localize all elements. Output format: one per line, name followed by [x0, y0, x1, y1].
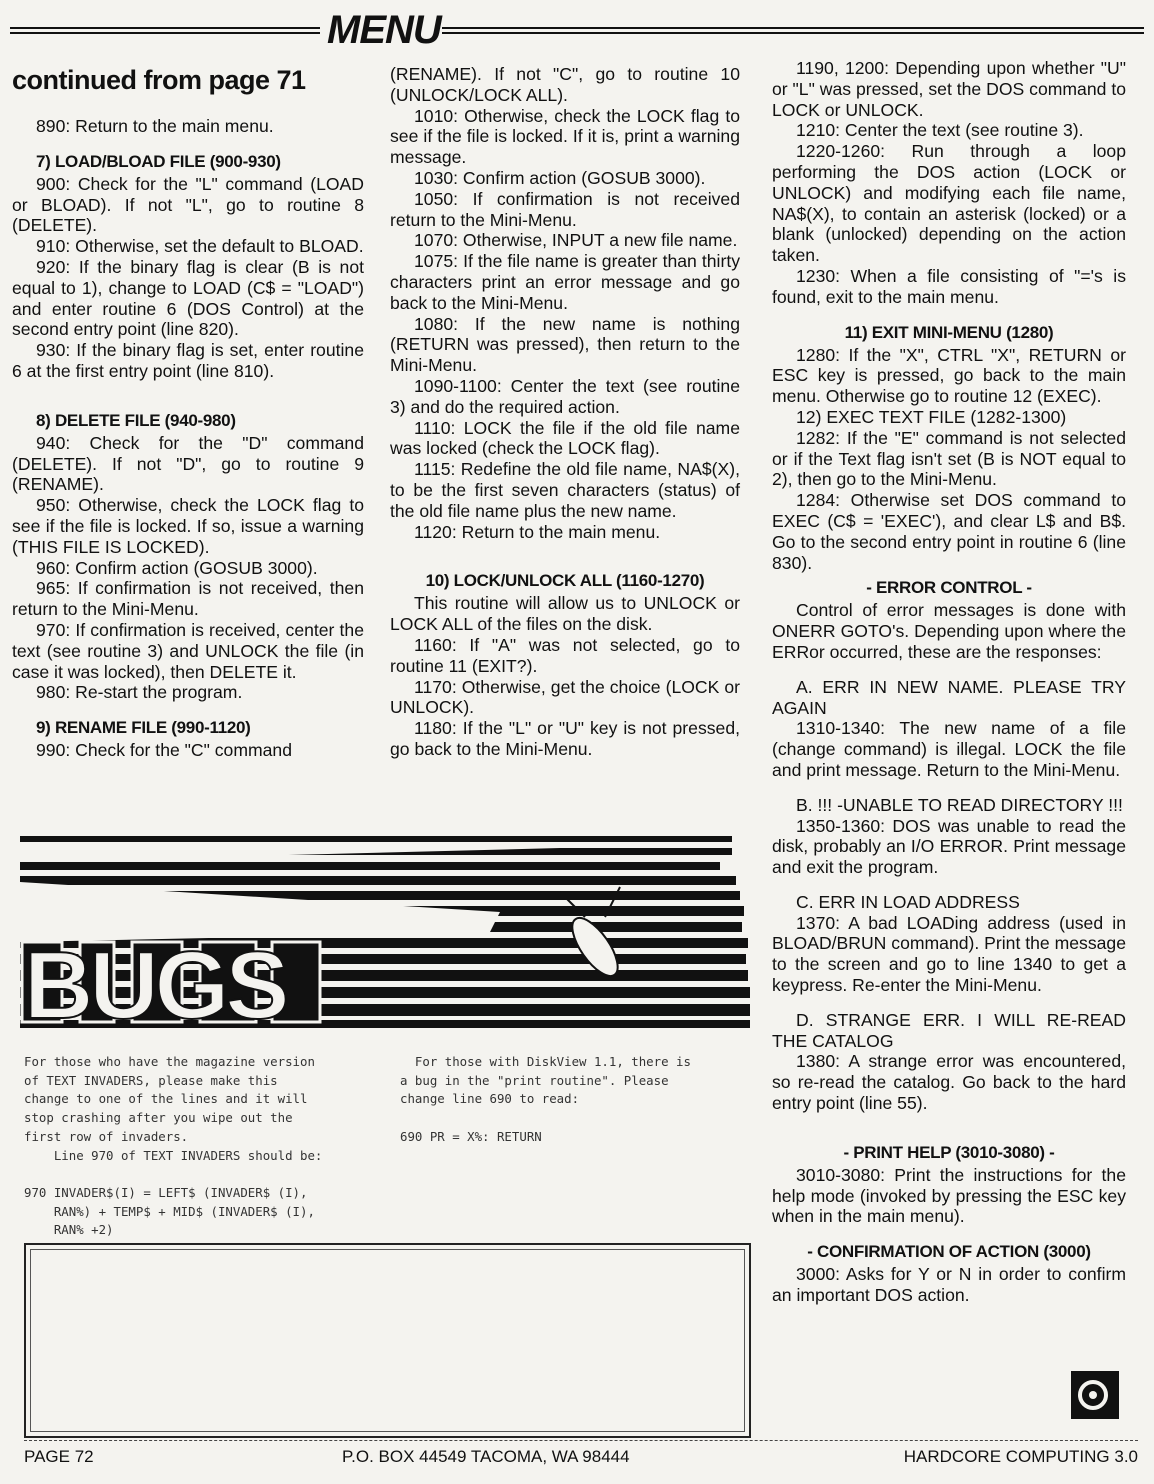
column-3 — [772, 58, 1126, 1306]
error-heading: D. STRANGE ERR. I WILL RE-READ THE CATALOG — [772, 1009, 1126, 1051]
bugs-note-diskview: For those with DiskView 1.1, there is a bug in the "print routine". Please change line 690 to read: 690 PR = X%: RETURN — [400, 1054, 691, 1144]
subsection-heading: 7) LOAD/BLOAD FILE (900-930) — [36, 151, 281, 171]
paragraph: 900: Check for the "L" command (LOAD or BLOAD). If not "L", go to routine 8 (DELETE). — [12, 173, 364, 236]
paragraph: 1010: Otherwise, check the LOCK flag to see if the file is locked. If it is, print a warning message. — [390, 105, 740, 168]
paragraph: 1230: When a file consisting of "='s is found, exit to the main menu. — [772, 265, 1126, 307]
paragraph: 1050: If confirmation is not received return to the Mini-Menu. — [390, 188, 740, 230]
subsection-heading: - CONFIRMATION OF ACTION (3000) — [807, 1242, 1091, 1262]
paragraph: 1280: If the "X", CTRL "X", RETURN or ESC key is pressed, go back to the main menu. Otherwise go to routine 12 (EXEC). — [772, 344, 1126, 407]
paragraph: 1115: Redefine the old file name, NA$(X), to be the first seven characters (status) of the old file name plus the new name. — [390, 459, 740, 521]
subsection-heading: - ERROR CONTROL - — [866, 578, 1032, 598]
paragraph: 3010-3080: Print the instructions for the help mode (invoked by pressing the ESC key when in the main menu). — [772, 1164, 1126, 1227]
column-2 — [390, 64, 740, 760]
paragraph: 930: If the binary flag is set, enter routine 6 at the first entry point (line 810). — [12, 340, 364, 381]
paragraph: 980: Re-start the program. — [36, 682, 243, 703]
page-number: PAGE 72 — [24, 1447, 94, 1466]
error-heading: C. ERR IN LOAD ADDRESS — [796, 891, 1020, 912]
end-mark-logo — [1071, 1371, 1119, 1419]
bugs-banner — [20, 832, 750, 1030]
subsection-heading: - PRINT HELP (3010-3080) - — [843, 1142, 1055, 1162]
paragraph: 1090-1100: Center the text (see routine 3) and do the required action. — [390, 375, 740, 417]
subsection-heading: 10) LOCK/UNLOCK ALL (1160-1270) — [425, 571, 705, 591]
blank-box — [24, 1243, 751, 1438]
paragraph: 1350-1360: DOS was unable to read the disk, probably an I/O ERROR. Print message and exit the program. — [772, 815, 1126, 878]
paragraph: (RENAME). If not "C", go to routine 10 (UNLOCK/LOCK ALL). — [390, 64, 740, 105]
paragraph: 1070: Otherwise, INPUT a new file name. — [414, 230, 738, 251]
header-rule-left — [10, 27, 320, 41]
paragraph: 960: Confirm action (GOSUB 3000). — [36, 557, 318, 578]
bugs-banner-art — [20, 832, 750, 1030]
paragraph: 12) EXEC TEXT FILE (1282-1300) — [796, 406, 1067, 427]
paragraph: 1282: If the "E" command is not selected or if the Text flag isn't set (B is NOT equal to 2), then go to the Mini-Menu. — [772, 427, 1126, 490]
header-rule-right — [442, 27, 1144, 41]
paragraph: 1190, 1200: Depending upon whether "U" or "L" was pressed, set the DOS command to LOCK or UNLOCK. — [772, 58, 1126, 120]
subsection-heading: 11) EXIT MINI-MENU (1280) — [844, 322, 1054, 342]
paragraph: 1120: Return to the main menu. — [414, 521, 661, 542]
footer-publication: HARDCORE COMPUTING 3.0 — [903, 1447, 1138, 1466]
page-footer — [24, 1440, 1138, 1469]
paragraph: 1110: LOCK the file if the old file name was locked (check the LOCK flag). — [390, 417, 740, 459]
error-heading: B. !!! -UNABLE TO READ DIRECTORY !!! — [796, 794, 1123, 815]
paragraph: 1170: Otherwise, get the choice (LOCK or UNLOCK). — [390, 676, 740, 718]
error-heading: A. ERR IN NEW NAME. PLEASE TRY AGAIN — [772, 676, 1126, 718]
paragraph: 3000: Asks for Y or N in order to confirm an important DOS action. — [772, 1264, 1126, 1306]
paragraph: 1160: If "A" was not selected, go to routine 11 (EXIT?). — [390, 634, 740, 676]
paragraph: 940: Check for the "D" command (DELETE). If not "D", go to routine 9 (RENAME). — [12, 432, 364, 495]
paragraph: Control of error messages is done with ONERR GOTO's. Depending upon where the ERRor occurred, these are the responses: — [772, 600, 1126, 662]
bugs-banner-title: BUGS — [24, 932, 286, 1030]
paragraph: This routine will allow us to UNLOCK or LOCK ALL of the files on the disk. — [390, 593, 740, 635]
section-title: MENU — [327, 8, 441, 52]
paragraph: 965: If confirmation is not received, then return to the Mini-Menu. — [12, 578, 364, 620]
paragraph: 990: Check for the "C" command — [36, 740, 292, 761]
paragraph: 920: If the binary flag is clear (B is not equal to 1), change to LOAD (C$ = "LOAD") and enter routine 6 (DOS Control) at the second entry point (line 820). — [12, 256, 364, 340]
paragraph: 1210: Center the text (see routine 3). — [796, 120, 1084, 141]
bugs-note-text-invaders: For those who have the magazine version of TEXT INVADERS, please make this change to one of the lines and it will stop crashing after you wipe out the first row of invaders. Line 970 of TEXT INVADERS should be: 970 INVADER$(I) = LEFT$ (INVADER$ (I), RAN%) + TEMP$ + MID$ (INVADER$ (I), RAN% +2) — [24, 1054, 323, 1238]
paragraph: 950: Otherwise, check the LOCK flag to see if the file is locked. If so, issue a warning (THIS FILE IS LOCKED). — [12, 495, 364, 557]
footer-address: P.O. BOX 44549 TACOMA, WA 98444 — [342, 1447, 630, 1466]
continued-heading: continued from page 71 — [12, 65, 306, 95]
subsection-heading: 8) DELETE FILE (940-980) — [36, 410, 236, 430]
paragraph: 1220-1260: Run through a loop performing the DOS action (LOCK or UNLOCK) and modifying each file name, NA$(X), to contain an asterisk (locked) or a blank (unlocked) depending on the action taken. — [772, 141, 1126, 266]
paragraph: 1075: If the file name is greater than thirty characters print an error message and go back to the Mini-Menu. — [390, 251, 740, 313]
paragraph: 910: Otherwise, set the default to BLOAD. — [36, 236, 364, 257]
paragraph: 890: Return to the main menu. — [36, 116, 274, 136]
paragraph: 1080: If the new name is nothing (RETURN was pressed), then return to the Mini-Menu. — [390, 313, 740, 376]
paragraph: 1310-1340: The new name of a file (change command) is illegal. LOCK the file and print message. Return to the Mini-Menu. — [772, 718, 1126, 780]
paragraph: 1030: Confirm action (GOSUB 3000). — [414, 167, 706, 188]
column-1 — [12, 64, 364, 761]
paragraph: 970: If confirmation is received, center the text (see routine 3) and UNLOCK the file (in case it was locked), then DELETE it. — [12, 619, 364, 682]
paragraph: 1180: If the "L" or "U" key is not pressed, go back to the Mini-Menu. — [390, 718, 740, 759]
subsection-heading: 9) RENAME FILE (990-1120) — [36, 718, 251, 738]
paragraph: 1370: A bad LOADing address (used in BLOAD/BRUN command). Print the message to the screen and go to line 1340 to get a keypress. Re-enter the Mini-Menu. — [772, 912, 1126, 996]
paragraph: 1380: A strange error was encountered, so re-read the catalog. Go back to the hard entry point (line 55). — [772, 1051, 1126, 1114]
paragraph: 1284: Otherwise set DOS command to EXEC (C$ = 'EXEC'), and clear L$ and B$. Go to the second entry point in routine 6 (line 830). — [772, 490, 1126, 573]
